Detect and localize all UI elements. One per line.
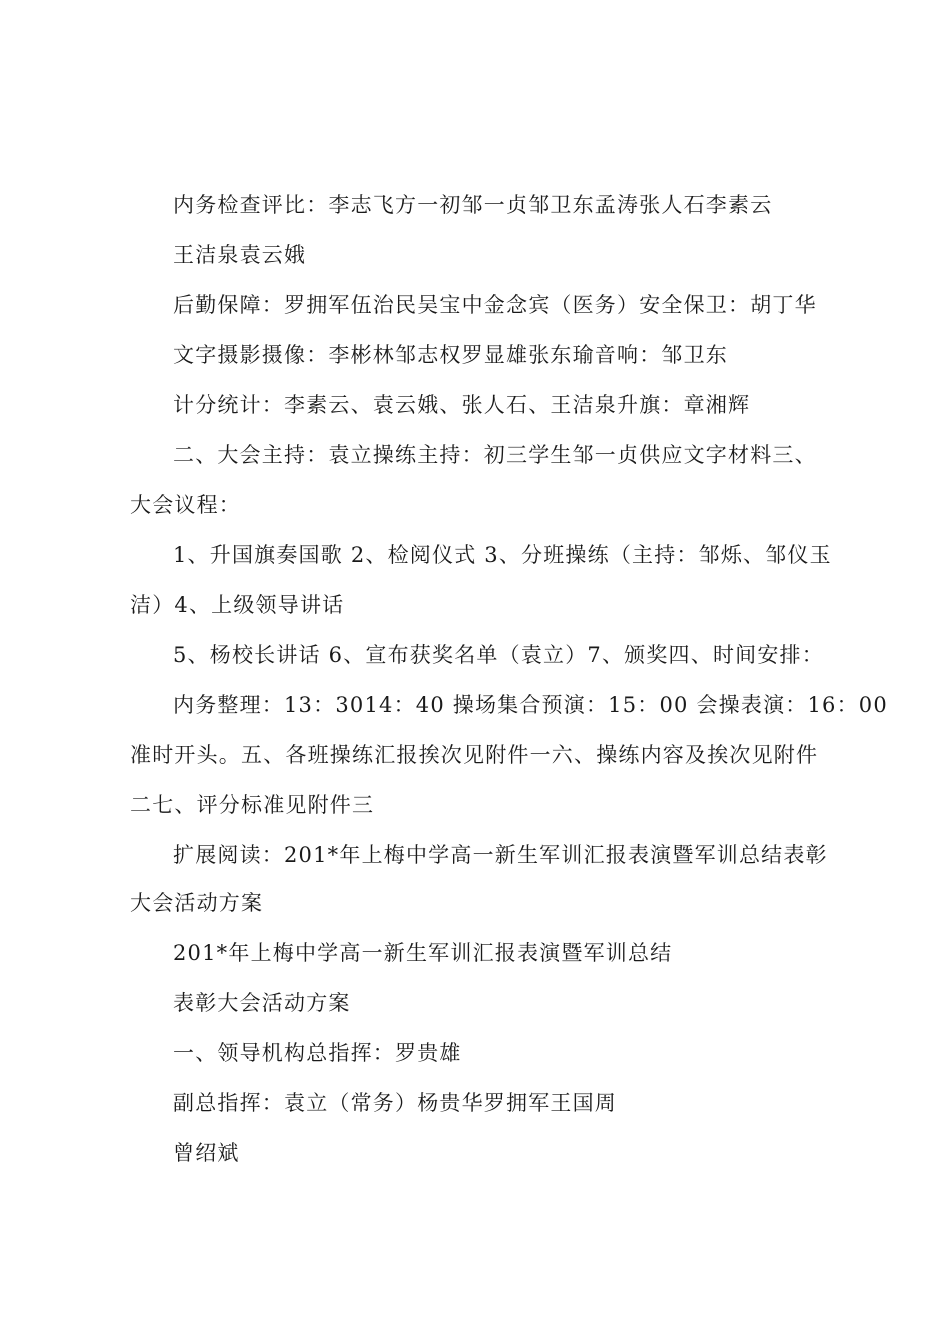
- text-line-1: 内务检查评比：李志飞方一初邹一贞邹卫东孟涛张人石李素云: [173, 193, 773, 217]
- text-line-7: 大会议程：: [130, 493, 241, 517]
- text-line-15: 大会活动方案: [130, 891, 264, 915]
- text-line-11: 内务整理：13：3014：40 操场集合预演：15：00 会操表演：16：00: [173, 693, 888, 717]
- text-line-17: 表彰大会活动方案: [173, 991, 351, 1015]
- text-line-20: 曾绍斌: [173, 1141, 240, 1165]
- text-line-5: 计分统计：李素云、袁云娥、张人石、王洁泉升旗：章湘辉: [173, 393, 751, 417]
- text-line-16: 201*年上梅中学高一新生军训汇报表演暨军训总结: [173, 941, 673, 965]
- text-line-8: 1、升国旗奏国歌 2、检阅仪式 3、分班操练（主持：邹烁、邹仪玉: [173, 543, 832, 567]
- text-line-13: 二七、评分标准见附件三: [130, 793, 375, 817]
- text-line-2: 王洁泉袁云娥: [173, 243, 307, 267]
- text-line-6: 二、大会主持：袁立操练主持：初三学生邹一贞供应文字材料三、: [173, 443, 817, 467]
- text-line-12: 准时开头。五、各班操练汇报挨次见附件一六、操练内容及挨次见附件: [130, 743, 819, 767]
- text-line-3: 后勤保障：罗拥军伍治民吴宝中金念宾（医务）安全保卫：胡丁华: [173, 293, 817, 317]
- text-line-18: 一、领导机构总指挥：罗贵雄: [173, 1041, 462, 1065]
- text-line-10: 5、杨校长讲话 6、宣布获奖名单（袁立）7、颁奖四、时间安排：: [173, 643, 824, 667]
- text-line-19: 副总指挥：袁立（常务）杨贵华罗拥军王国周: [173, 1091, 617, 1115]
- text-line-14: 扩展阅读：201*年上梅中学高一新生军训汇报表演暨军训总结表彰: [173, 843, 828, 867]
- text-line-9: 洁）4、上级领导讲话: [130, 593, 345, 617]
- text-line-4: 文字摄影摄像：李彬林邹志权罗显雄张东瑜音响：邹卫东: [173, 343, 728, 367]
